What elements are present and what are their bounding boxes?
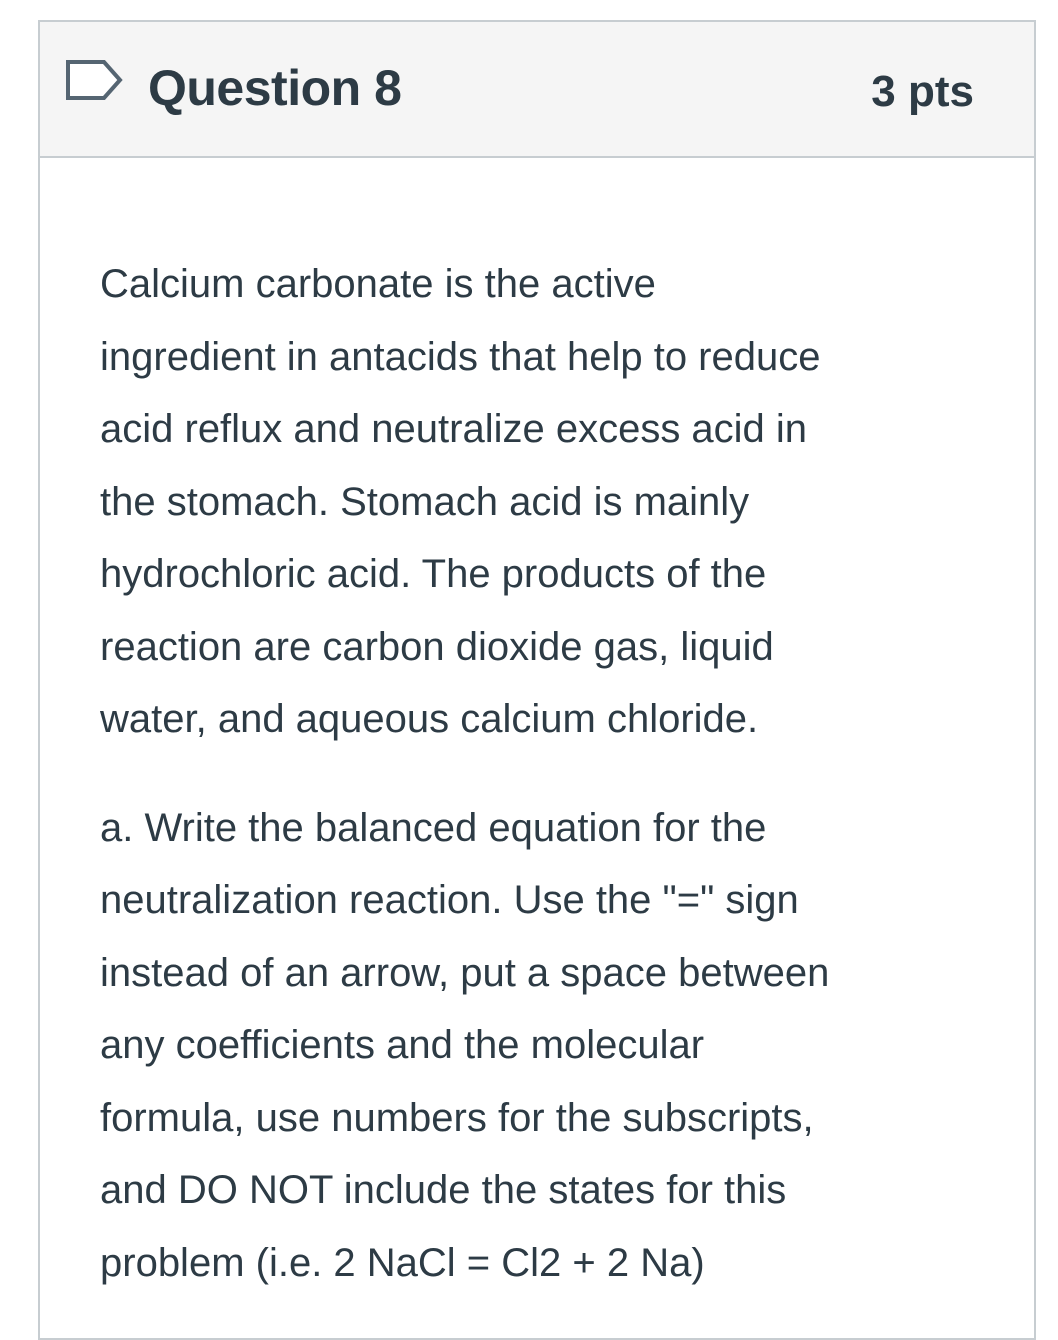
- question-paragraph-instructions: a. Write the balanced equation for the neutralization reaction. Use the "=" sign instead of an arrow, put a space between any coefficients and the molecular formula, use numbers for the subscripts, and DO NOT include the states for this problem (i.e. 2 NaCl = Cl2 + 2 Na): [100, 805, 830, 1285]
- question-text: [100, 248, 990, 1299]
- question-paragraph-intro: Calcium carbonate is the active ingredient in antacids that help to reduce acid reflux and neutralize excess acid in the stomach. Stomach acid is mainly hydrochloric acid. The products of the reaction are carbon dioxide gas, liquid water, and aqueous calcium chloride.: [100, 262, 821, 741]
- question-title: Question 8: [148, 60, 402, 116]
- question-points: 3 pts: [871, 67, 974, 116]
- question-header: [40, 22, 1034, 158]
- question-card: [38, 20, 1036, 1340]
- flag-bookmark-icon[interactable]: [64, 58, 126, 102]
